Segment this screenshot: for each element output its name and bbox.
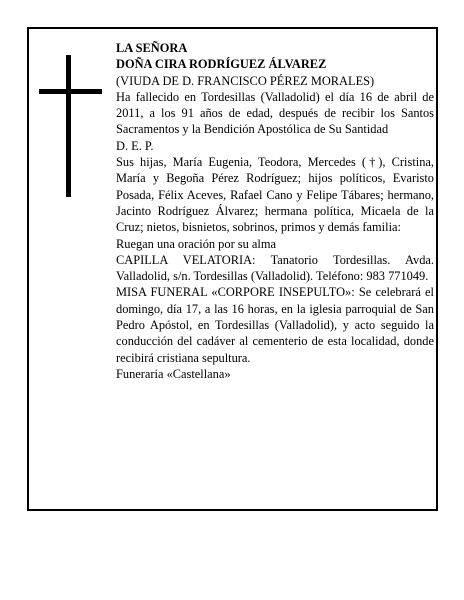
obituary-text [116, 40, 434, 382]
latin-cross-icon [39, 55, 102, 197]
title-line: LA SEÑORA [116, 41, 188, 55]
obituary-notice-frame [27, 27, 438, 511]
deceased-name: DOÑA CIRA RODRÍGUEZ ÁLVAREZ [116, 57, 327, 72]
cross-vertical-bar [66, 55, 71, 197]
cross-horizontal-bar [39, 89, 102, 94]
dep-line: D. E. P. [116, 138, 154, 153]
widow-line: (VIUDA DE D. FRANCISCO PÉREZ MORALES) [116, 73, 375, 88]
funeral-paragraph: MISA FUNERAL «CORPORE INSEPULTO»: Se celebrará el domingo, día 17, a las 16 horas, en la iglesia parroquial de San Pedro Apóstol, en Tordesillas (Valladolid), y acto seguido la conducción del cadáver al cementerio de esta localidad, donde recibirá cristiana sepultura. [116, 285, 434, 365]
death-paragraph: Ha fallecido en Tordesillas (Valladolid) el día 16 de abril de 2011, a los 91 años de edad, después de recibir los Santos Sacramentos y la Bendición Apostólica de Su Santidad [116, 89, 434, 137]
chapel-paragraph: CAPILLA VELATORIA: Tanatorio Tordesillas. Avda. Valladolid, s/n. Tordesillas (Valladolid). Teléfono: 983 771049. [116, 252, 434, 284]
prayer-line: Ruegan una oración por su alma [116, 236, 276, 251]
funeral-home: Funeraria «Castellana» [116, 366, 231, 381]
family-paragraph: Sus hijas, María Eugenia, Teodora, Mercedes (†), Cristina, María y Begoña Pérez Rodríguez; hijos políticos, Evaristo Posada, Félix Aceves, Rafael Cano y Felipe Tábares; hermano, Jacinto Rodríguez Álvarez; hermana política, Micaela de la Cruz; nietos, bisnietos, sobrinos, primos y demás familia: [116, 155, 434, 235]
